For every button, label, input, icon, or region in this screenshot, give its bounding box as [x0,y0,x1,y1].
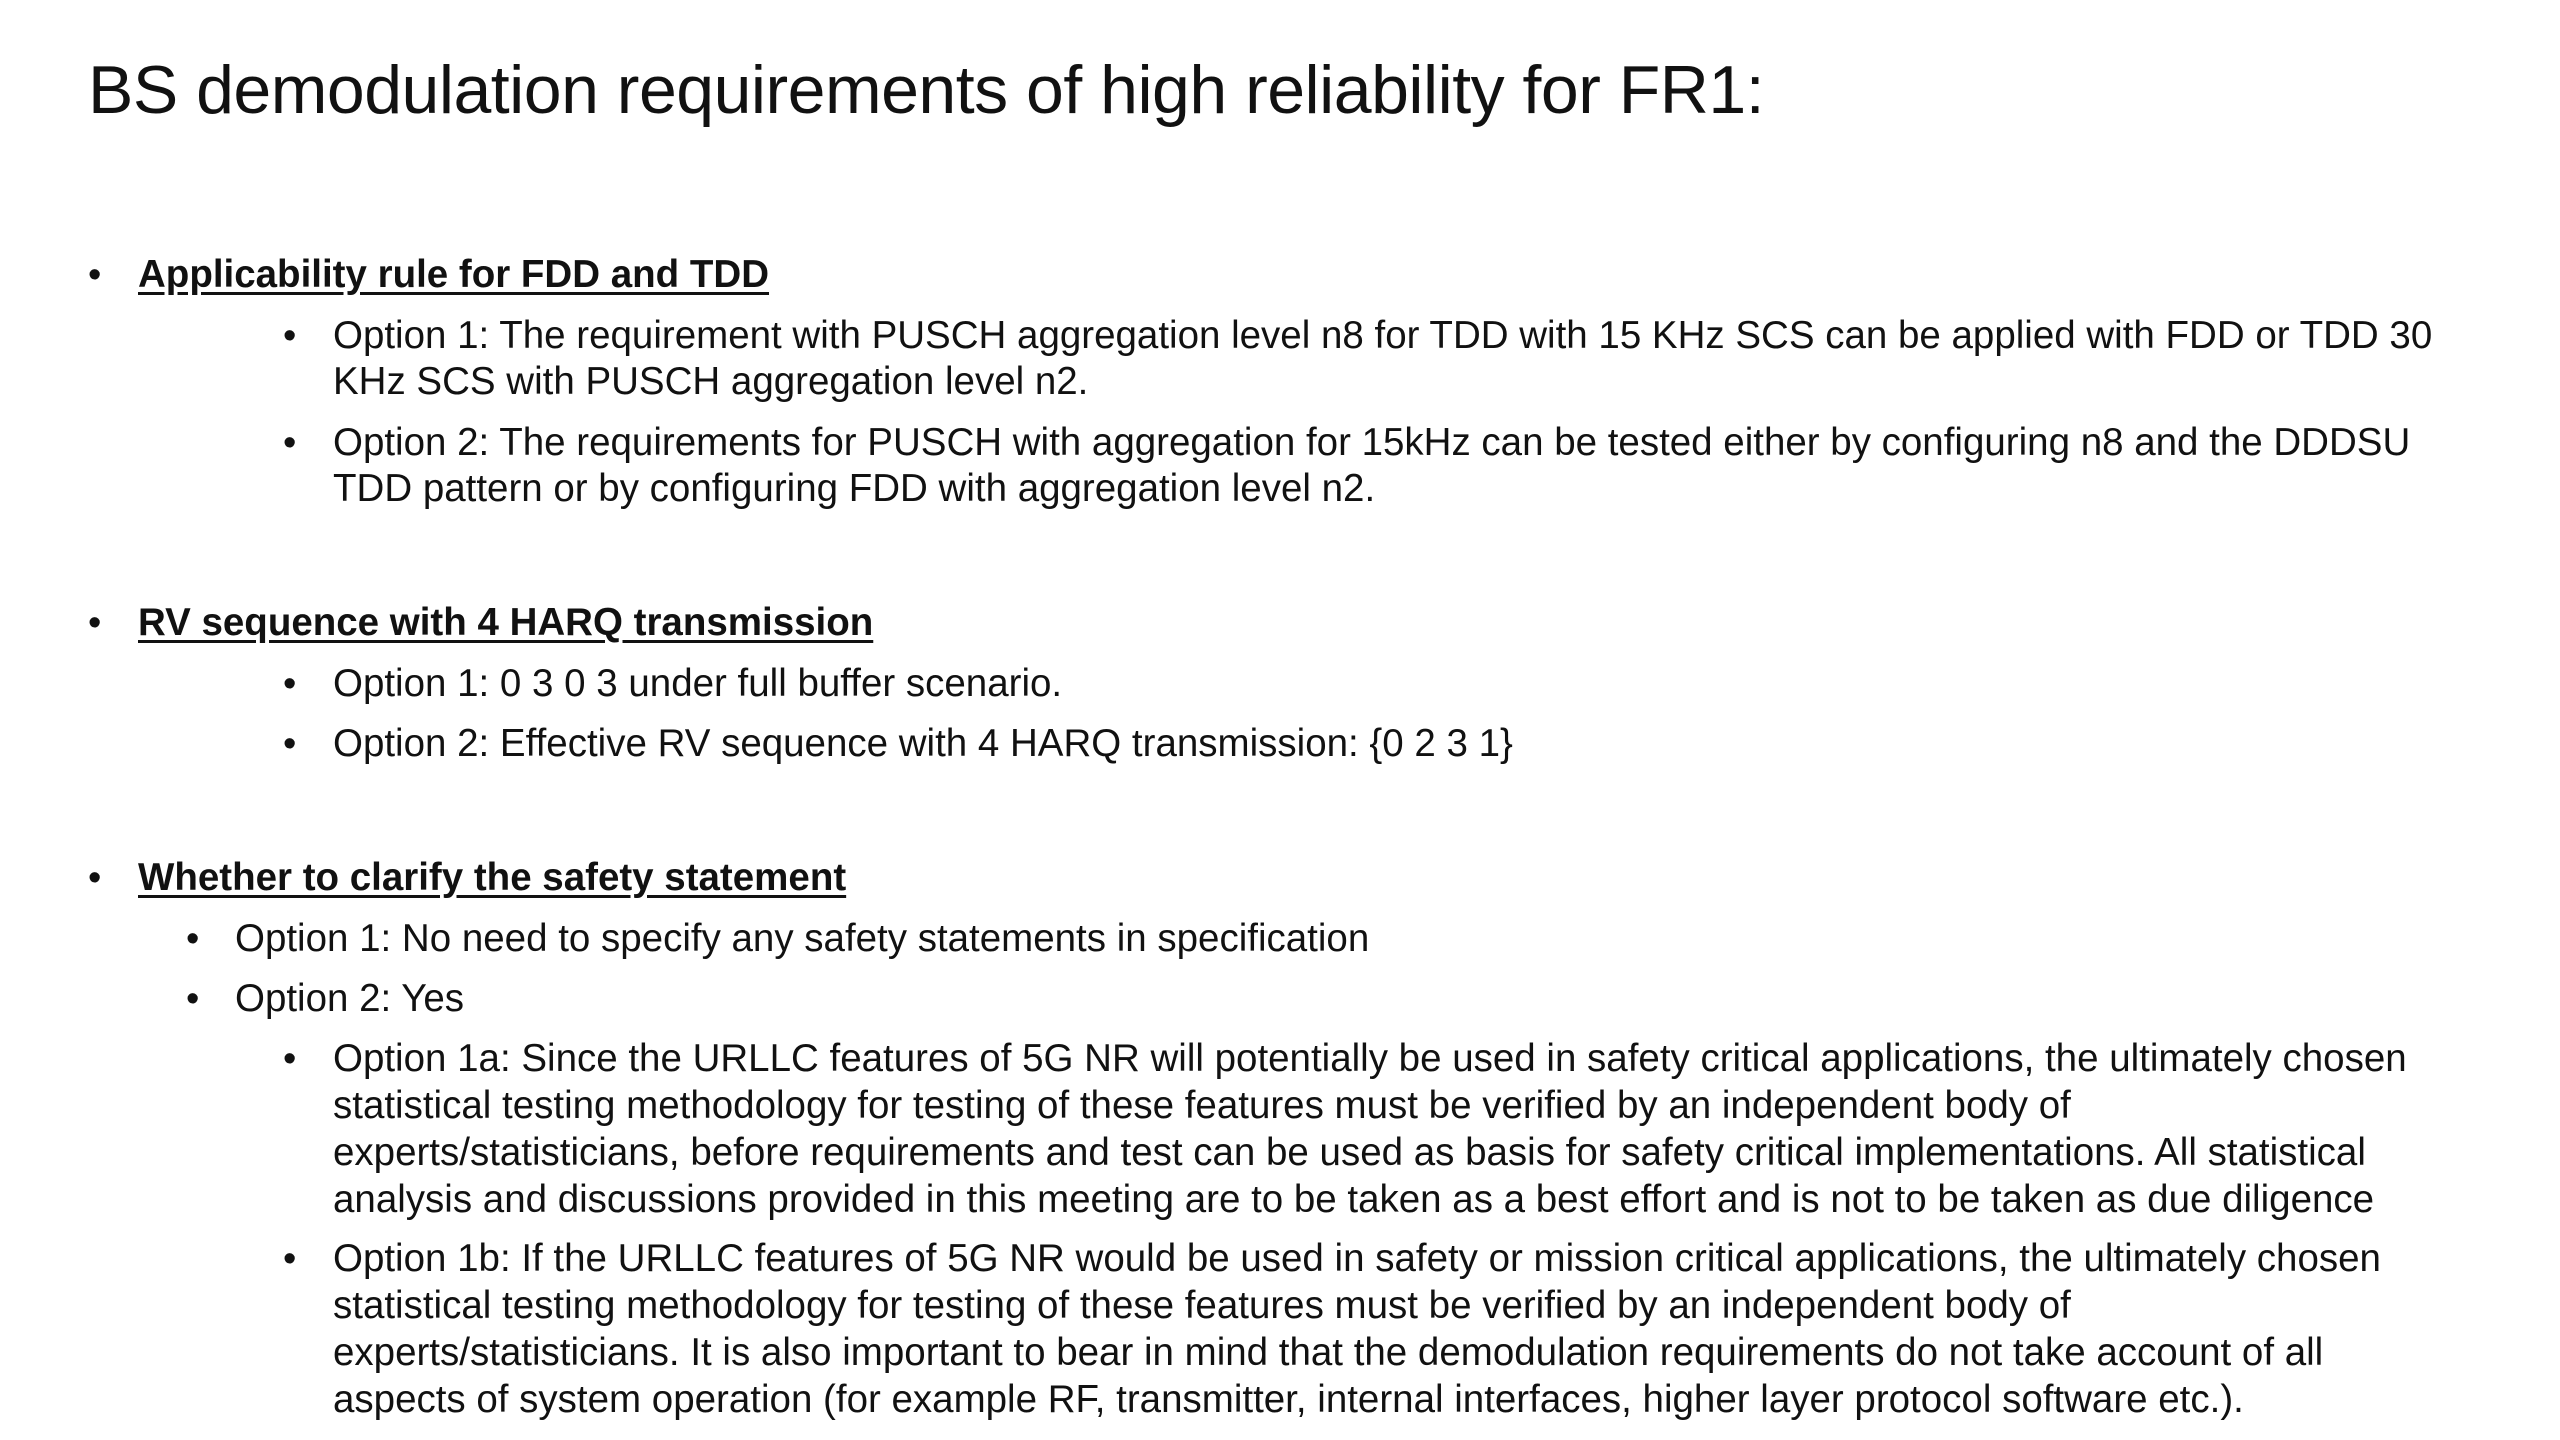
suboption-line: Option 1b: If the URLLC features of 5G NR would be used in safety or mission critical applications, the ultimately chosen [333,1237,2381,1280]
option-line: Option 2: Yes [235,977,465,1020]
option-line: Option 2: Effective RV sequence with 4 HARQ transmission: {0 2 3 1} [333,722,1513,765]
suboption-line: Option 1a: Since the URLLC features of 5G NR will potentially be used in safety critical applications, the ultimately chosen [333,1037,2407,1080]
option-line: Option 2: The requirements for PUSCH with aggregation for 15kHz can be tested either by configuring n8 and the DDDSU [333,421,2411,464]
option-line: Option 1: The requirement with PUSCH aggregation level n8 for TDD with 15 KHz SCS can be applied with FDD or TDD 30 [333,314,2433,357]
bullet-icon: • [283,315,297,357]
section-heading-safety-statement: Whether to clarify the safety statement [138,856,847,899]
option-line: KHz SCS with PUSCH aggregation level n2. [333,360,1089,403]
suboption-line: analysis and discussions provided in this meeting are to be taken as a best effort and is not to be taken as due diligence [333,1178,2375,1221]
suboption-line: experts/statisticians, before requirements and test can be used as basis for safety critical implementations. All statistical [333,1131,2366,1174]
suboption-line: experts/statisticians. It is also important to bear in mind that the demodulation requirements do not take account of all [333,1331,2324,1374]
section-heading-applicability: Applicability rule for FDD and TDD [138,253,770,296]
bullet-icon: • [88,857,102,899]
bullet-icon: • [88,254,102,296]
bullet-icon: • [283,422,297,464]
suboption-line: aspects of system operation (for example RF, transmitter, internal interfaces, higher layer protocol software etc.). [333,1378,2244,1421]
suboption-line: statistical testing methodology for testing of these features must be verified by an independent body of [333,1284,2071,1327]
bullet-icon: • [283,663,297,705]
bullet-icon: • [88,602,102,644]
suboption-line: statistical testing methodology for testing of these features must be verified by an independent body of [333,1084,2071,1127]
bullet-icon: • [186,978,200,1020]
slide-title: BS demodulation requirements of high reliability for FR1: [88,52,1765,128]
bullet-icon: • [283,1038,297,1080]
option-line: Option 1: No need to specify any safety statements in specification [235,917,1370,960]
bullet-icon: • [283,1238,297,1280]
bullet-icon: • [283,723,297,765]
section-heading-rv-sequence: RV sequence with 4 HARQ transmission [138,601,874,644]
option-line: TDD pattern or by configuring FDD with aggregation level n2. [333,467,1376,510]
option-line: Option 1: 0 3 0 3 under full buffer scenario. [333,662,1063,705]
bullet-icon: • [186,918,200,960]
